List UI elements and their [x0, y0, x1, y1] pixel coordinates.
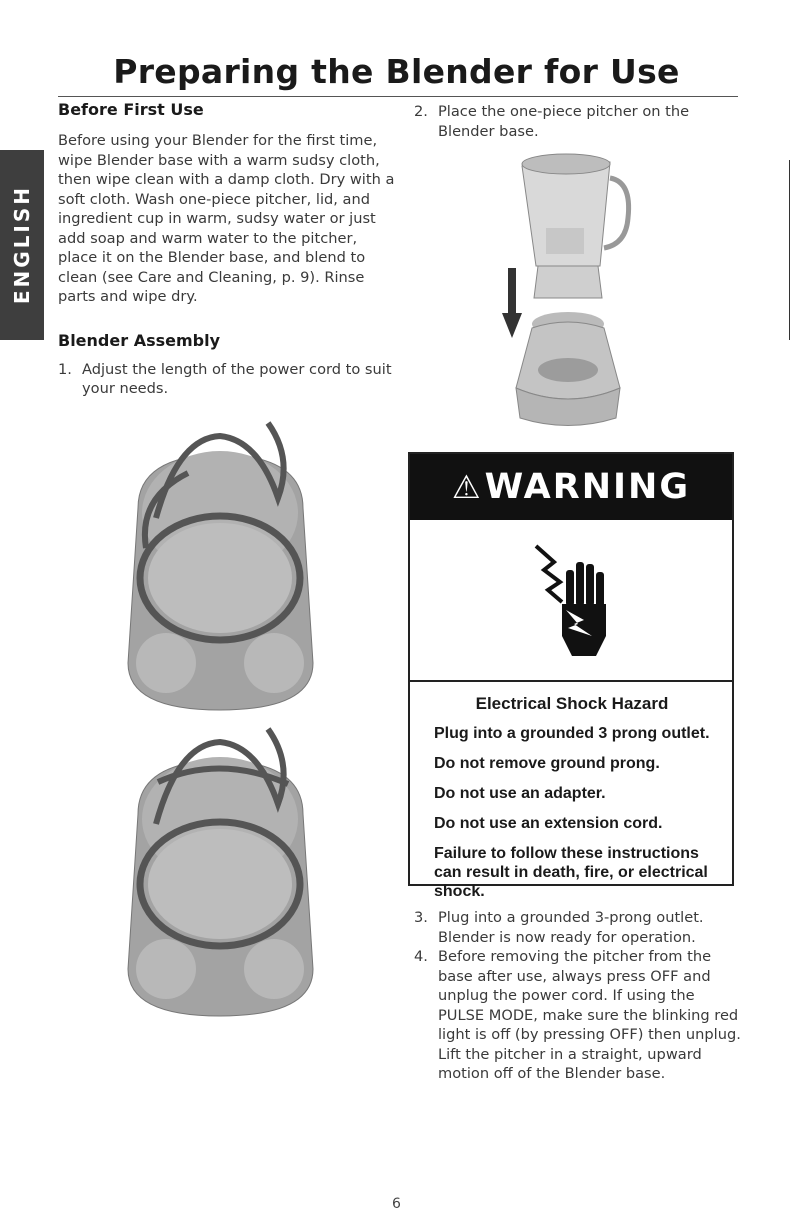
blender-base-cord-wrap-top: [118, 418, 323, 718]
warning-icon-area: [410, 520, 732, 682]
warning-triangle-icon: ⚠: [451, 468, 483, 506]
warning-line: Plug into a grounded 3 prong outlet.: [434, 725, 710, 742]
step-number: 2.: [414, 103, 428, 120]
blender-base-cord-wrap-bottom: [118, 724, 323, 1024]
assembly-step-1: [58, 360, 398, 399]
warning-line: Do not remove ground prong.: [434, 755, 660, 772]
warning-body: [410, 682, 732, 901]
before-first-use-heading: Before First Use: [58, 100, 204, 119]
page-number: 6: [392, 1196, 401, 1212]
step-text: Plug into a grounded 3-prong outlet. Blender is now ready for operation.: [438, 909, 704, 946]
blender-assembly-heading: Blender Assembly: [58, 330, 221, 350]
step-number: 1.: [58, 360, 72, 378]
left-column: [58, 100, 398, 399]
language-tab-label: ENGLISH: [10, 185, 34, 305]
blender-pitcher-illustration: [480, 148, 640, 438]
warning-title: WARNING: [484, 467, 691, 507]
warning-line: Do not use an adapter.: [434, 785, 606, 802]
warning-hazard: Electrical Shock Hazard: [475, 694, 669, 713]
right-column: [414, 100, 744, 141]
warning-line: Failure to follow these instructions can result in death, fire, or electrical shock.: [434, 845, 708, 900]
step-number: 3.: [414, 909, 428, 926]
step-number: 4.: [414, 948, 428, 965]
warning-line: Do not use an extension cord.: [434, 815, 663, 832]
right-column-lower: [414, 908, 744, 1084]
title-divider: [58, 96, 738, 97]
assembly-step-3: [414, 908, 744, 947]
electric-shock-hand-icon: [526, 540, 616, 660]
step-text: Before removing the pitcher from the base after use, always press OFF and unplug the power cord. If using the PULSE MODE, make sure the blinking red light is off (by pressing OFF) then unplug. Lift the pitcher in a straight, upward motion off of the Blender base.: [438, 948, 741, 1082]
assembly-step-4: [414, 947, 744, 1084]
assembly-step-2: [414, 102, 744, 141]
step-text: Place the one-piece pitcher on the Blender base.: [438, 103, 690, 140]
margin-rule: [789, 160, 790, 340]
before-first-use-text: Before using your Blender for the first time, wipe Blender base with a warm sudsy cloth, then wipe clean with a damp cloth. Dry with a soft cloth. Wash one-piece pitcher, lid, and ingredient cup in warm, sudsy water or just add soap and warm water to the pitcher, place it on the Blender base, and blend to clean (see Care and Cleaning, p. 9). Rinse parts and wipe dry.: [58, 132, 395, 305]
page-title: Preparing the Blender for Use: [113, 52, 680, 91]
warning-box: [408, 452, 734, 900]
language-tab: [0, 150, 44, 340]
step-text: Adjust the length of the power cord to suit your needs.: [82, 360, 392, 397]
warning-header: [410, 454, 732, 520]
